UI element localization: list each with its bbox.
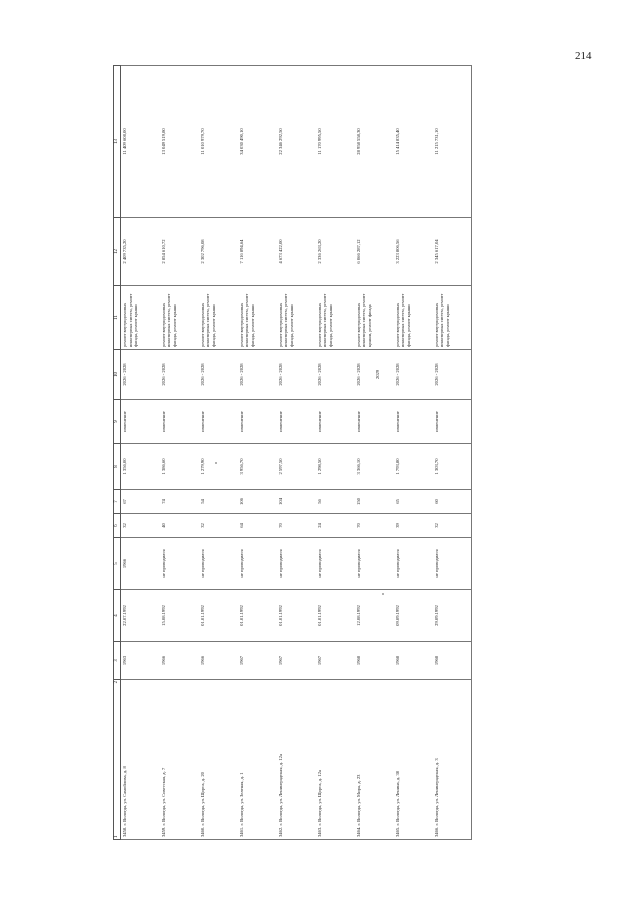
col7-cell: 67	[121, 490, 160, 514]
period-text: 2026 - 2028	[238, 363, 244, 386]
total-cost-cell: 13 049 519,80	[160, 66, 199, 218]
address-text: г. Вологда, ул. Ленина, д. 30	[394, 770, 400, 826]
year-cell: 1968	[433, 642, 472, 680]
total-cost-cell: 11 010 979,70	[199, 66, 238, 218]
table-row	[160, 60, 199, 840]
status-cell: изменение	[433, 400, 472, 444]
column-number-9: 9	[114, 400, 121, 444]
total-cost-cell: 28 958 558,30	[355, 66, 394, 218]
last-repair-cell: не проводился	[355, 538, 394, 590]
year-cell: 1967	[316, 642, 355, 680]
last-repair-cell: не проводился	[199, 538, 238, 590]
column-number-13: 13	[114, 66, 121, 218]
year-cell: 1966	[199, 642, 238, 680]
period-cell	[316, 350, 355, 400]
col12-cell: 2 409 735,20	[121, 218, 160, 286]
period-text: 2026 - 2028	[433, 363, 439, 386]
status-cell: изменение	[238, 400, 277, 444]
table-container	[113, 60, 545, 840]
last-repair-cell: не проводился	[394, 538, 433, 590]
status-cell: изменение	[199, 400, 238, 444]
work-types-cell: ремонт внутридомовых инженерных систем, ремонт фасада, ремонт крыши	[394, 286, 433, 350]
year-cell: 1968	[355, 642, 394, 680]
column-number-5: 5	[114, 538, 121, 590]
address-cell	[160, 680, 199, 840]
column-number-12: 12	[114, 218, 121, 286]
row-number: 3462.	[277, 825, 283, 837]
row-number: 3459.	[160, 825, 166, 837]
work-types-cell: ремонт внутридомовых инженерных систем, ремонт фасада, ремонт крыши	[316, 286, 355, 350]
col12-cell: 2 854 610,72	[160, 218, 199, 286]
year-cell: 1968	[394, 642, 433, 680]
row-spacer	[355, 60, 394, 66]
row-number: 3460.	[199, 825, 205, 837]
col12-cell: 7 116 894,64	[238, 218, 277, 286]
column-number-11: 11	[114, 286, 121, 350]
year-cell: 1966	[160, 642, 199, 680]
table-row	[355, 60, 394, 840]
total-cost-cell: 34 030 490,10	[238, 66, 277, 218]
address-cell	[199, 680, 238, 840]
col6-cell: 40	[160, 514, 199, 538]
address-text: г. Вологда, ул. Зеленая, д. 1	[238, 772, 244, 826]
address-text: г. Вологда, ул. Ленинградская, д. 12а	[277, 753, 283, 826]
row-spacer	[160, 60, 199, 66]
column-number-1: 1	[114, 835, 119, 838]
col7-cell: 104	[277, 490, 316, 514]
address-cell	[355, 680, 394, 840]
table-body	[121, 60, 472, 840]
date-cell: 29.09.1992	[433, 590, 472, 642]
row-number: 3465.	[394, 825, 400, 837]
period-cell	[160, 350, 199, 400]
col7-cell: 106	[238, 490, 277, 514]
column-number-4: 4	[114, 590, 121, 642]
date-cell: 01.01.1992	[238, 590, 277, 642]
col6-cell: 32	[433, 514, 472, 538]
last-repair-cell: не проводился	[160, 538, 199, 590]
work-types-cell: ремонт внутридомовых инженерных систем, ремонт фасада, ремонт крыши	[160, 286, 199, 350]
area-cell: 2 597,50	[277, 444, 316, 490]
col12-cell: 3 223 806,56	[394, 218, 433, 286]
table-row	[394, 60, 433, 840]
column-number-6: 6	[114, 514, 121, 538]
address-cell	[433, 680, 472, 840]
col7-cell: 54	[199, 490, 238, 514]
last-repair-cell: не проводился	[277, 538, 316, 590]
col6-cell: 39	[394, 514, 433, 538]
period-cell	[433, 350, 472, 400]
address-text: г. Вологда, ул. Советская, д. 7	[160, 767, 166, 826]
area-cell: 1 298,50	[316, 444, 355, 490]
period-cell	[121, 350, 160, 400]
table-row	[199, 60, 238, 840]
col6-cell: 70	[277, 514, 316, 538]
period-text: 2026 - 2028	[199, 363, 205, 386]
area-cell: 1 356,00	[121, 444, 160, 490]
last-repair-cell: 1966	[121, 538, 160, 590]
work-types-cell: ремонт внутридомовых инженерных систем, ремонт фасада, ремонт крыши	[121, 286, 160, 350]
period-extra-text: 2029	[375, 369, 381, 380]
capital-repair-table	[113, 59, 472, 840]
area-cell: 3 956,70	[238, 444, 277, 490]
year-cell: 1963	[121, 642, 160, 680]
row-spacer	[433, 60, 472, 66]
address-text: г. Вологда, ул. Мира, д. 23	[355, 774, 361, 826]
period-text: 2026 - 2028	[277, 363, 283, 386]
last-repair-cell: не проводился	[433, 538, 472, 590]
row-spacer	[238, 60, 277, 66]
area-cell: 1 303,70	[433, 444, 472, 490]
col6-cell: 32	[121, 514, 160, 538]
address-cell	[121, 680, 160, 840]
period-text: 2026 - 2028	[316, 363, 322, 386]
table-row	[277, 60, 316, 840]
total-cost-cell: 11 170 995,50	[316, 66, 355, 218]
work-types-cell: ремонт внутридомовых инженерных систем, ремонт фасада, ремонт крыши	[199, 286, 238, 350]
period-cell	[355, 350, 394, 400]
year-cell: 1967	[277, 642, 316, 680]
total-cost-cell: 11 215 731,10	[433, 66, 472, 218]
date-cell: 12.08.1992	[355, 590, 394, 642]
date-cell: 09.09.1992	[394, 590, 433, 642]
year-cell: 1967	[238, 642, 277, 680]
total-cost-cell: 11 409 608,00	[121, 66, 160, 218]
area-cell: 3 366,10	[355, 444, 394, 490]
period-text: 2026 - 2028	[394, 363, 400, 386]
address-text: г. Вологда, ул. Ленинградская, д. 3	[433, 758, 439, 826]
status-cell: изменение	[121, 400, 160, 444]
work-types-cell: ремонт внутридомовых инженерных систем, ремонт фасада, ремонт крыши	[433, 286, 472, 350]
date-cell: 15.08.1992	[160, 590, 199, 642]
col12-cell: 6 066 287,12	[355, 218, 394, 286]
col12-cell: 4 673 422,00	[277, 218, 316, 286]
row-number: 3463.	[316, 825, 322, 837]
status-cell: изменение	[394, 400, 433, 444]
col12-cell: 2 345 617,04	[433, 218, 472, 286]
row-spacer	[121, 60, 160, 66]
date-cell: 01.01.1992	[277, 590, 316, 642]
table-row	[121, 60, 160, 840]
column-number-row	[114, 60, 121, 840]
address-text: г. Вологда, ул. Щорса, д. 12а	[316, 770, 322, 826]
date-cell: 01.01.1992	[199, 590, 238, 642]
status-cell: изменение	[277, 400, 316, 444]
row-number: 3458.	[122, 825, 127, 837]
col12-cell: 2 336 263,20	[316, 218, 355, 286]
column-number-10: 10	[114, 350, 121, 400]
area-cell: 1 386,60	[160, 444, 199, 490]
row-number: 3461.	[238, 825, 244, 837]
row-spacer	[316, 60, 355, 66]
col6-cell: 32	[199, 514, 238, 538]
last-repair-cell: не проводился	[238, 538, 277, 590]
address-cell	[316, 680, 355, 840]
col6-cell: 24	[316, 514, 355, 538]
date-cell: 22.07.1992	[121, 590, 160, 642]
period-text: 2026 - 2028	[160, 363, 166, 386]
col6-cell: 70	[355, 514, 394, 538]
row-spacer	[199, 60, 238, 66]
col7-cell: 65	[394, 490, 433, 514]
status-cell: изменение	[355, 400, 394, 444]
period-cell	[394, 350, 433, 400]
table-row	[238, 60, 277, 840]
column-spacer	[114, 60, 121, 66]
work-types-cell: ремонт внутридомовых инженерных систем, ремонт фасада, ремонт крыши	[238, 286, 277, 350]
work-types-cell: ремонт внутридомовых инженерных систем, ремонт фасада, ремонт крыши	[277, 286, 316, 350]
table-row	[316, 60, 355, 840]
period-cell	[238, 350, 277, 400]
row-number: 3464.	[355, 825, 361, 837]
column-number-3: 3	[114, 642, 121, 680]
date-cell: 01.01.1992	[316, 590, 355, 642]
status-cell: изменение	[160, 400, 199, 444]
period-text: 2026 - 2028	[355, 363, 361, 386]
row-spacer	[394, 60, 433, 66]
col7-cell: 150	[355, 490, 394, 514]
column-number-2: 2	[114, 681, 119, 684]
page-number: 214	[575, 50, 592, 62]
area-cell: 1 279,90	[199, 444, 238, 490]
work-types-cell: ремонт внутридомовых инженерных систем, ремонт крыши, ремонт фасада	[355, 286, 394, 350]
column-number-7: 7	[114, 490, 121, 514]
address-text: г. Вологда, ул. Щорса, д. 20	[199, 772, 205, 826]
status-cell: изменение	[316, 400, 355, 444]
period-cell	[277, 350, 316, 400]
col7-cell: 60	[433, 490, 472, 514]
column-number-8: 8	[114, 444, 121, 490]
row-number: 3466.	[433, 825, 439, 837]
col6-cell: 64	[238, 514, 277, 538]
col7-cell: 74	[160, 490, 199, 514]
area-cell: 1 793,80	[394, 444, 433, 490]
table-row	[433, 60, 472, 840]
total-cost-cell: 22 346 292,50	[277, 66, 316, 218]
address-cell	[394, 680, 433, 840]
address-cell	[238, 680, 277, 840]
total-cost-cell: 15 414 835,40	[394, 66, 433, 218]
row-spacer	[277, 60, 316, 66]
col12-cell: 2 302 796,08	[199, 218, 238, 286]
last-repair-cell: не проводился	[316, 538, 355, 590]
period-text: 2026 - 2028	[122, 363, 127, 386]
column-header-1-2	[114, 680, 121, 840]
rotated-table-frame	[113, 60, 545, 840]
address-cell	[277, 680, 316, 840]
address-text: г. Вологда, ул. Самойлова, д. 8	[122, 766, 127, 826]
period-cell	[199, 350, 238, 400]
col7-cell: 56	[316, 490, 355, 514]
